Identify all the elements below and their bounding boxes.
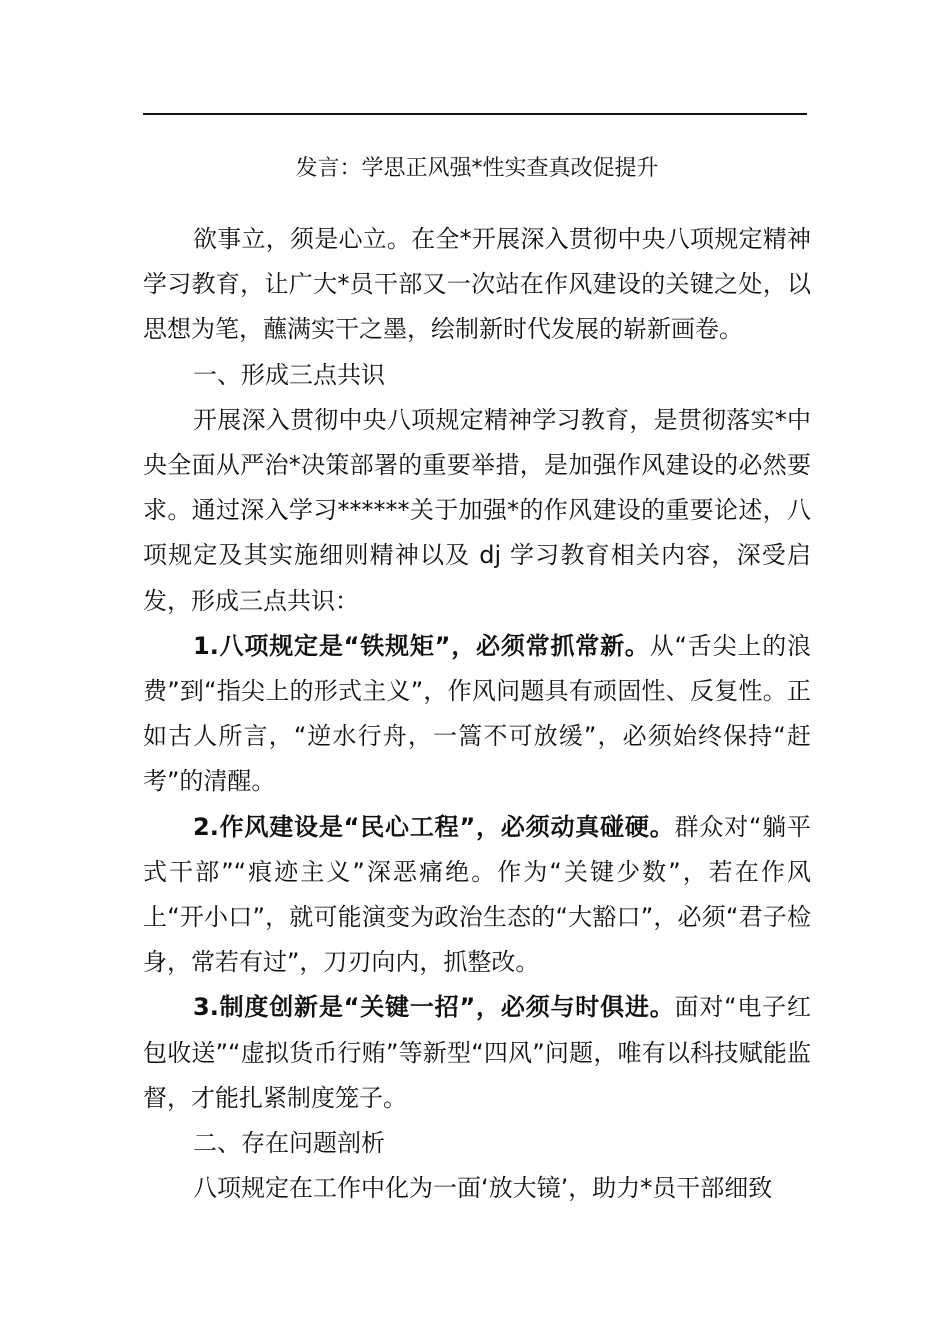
point-paragraph-3: [143, 985, 811, 1121]
point-body: 面对“电子红包收送”“虚拟货币行贿”等新型“四风”问题，唯有以科技赋能监督，才能扎紧制度笼子。: [143, 993, 811, 1112]
point-paragraph-1: [143, 624, 811, 805]
body-paragraph: 开展深入贯彻中央八项规定精神学习教育，是贯彻落实*中央全面从严治*决策部署的重要举措，是加强作风建设的必然要求。通过深入学习******关于加强*的作风建设的重要论述，八项规定及其实施细则精神以及 dj 学习教育相关内容，深受启发，形成三点共识：: [143, 405, 811, 615]
point-paragraph-2: [143, 805, 811, 986]
document-title: 发言：学思正风强*性实查真改促提升: [295, 156, 659, 181]
point-body: 群众对“躺平式干部”“痕迹主义”深恶痛绝。作为“关键少数”，若在作风上“开小口”，就可能演变为政治生态的“大豁口”，必须“君子检身，常若有过”，刀刃向内，抓整改。: [143, 812, 811, 977]
header-rule: [143, 113, 807, 115]
section-heading-1: 一、形成三点共识: [193, 360, 385, 389]
section-heading-2: 二、存在问题剖析: [193, 1129, 385, 1158]
point-lead: 3.制度创新是“关键一招”，必须与时俱进。: [193, 993, 675, 1022]
body-paragraph-truncated: 八项规定在工作中化为一面‘放大镜’，助力*员干部细致: [193, 1174, 773, 1203]
point-lead: 1.八项规定是“铁规矩”，必须常抓常新。: [193, 631, 650, 660]
intro-paragraph: 欲事立，须是心立。在全*开展深入贯彻中央八项规定精神学习教育，让广大*员干部又一次站在作风建设的关键之处，以思想为笔，蘸满实干之墨，绘制新时代发展的崭新画卷。: [143, 225, 811, 344]
point-body: 从“舌尖上的浪费”到“指尖上的形式主义”，作风问题具有顽固性、反复性。正如古人所言，“逆水行舟，一篙不可放缓”，必须始终保持“赶考”的清醒。: [143, 631, 811, 796]
point-lead: 2.作风建设是“民心工程”，必须动真碰硬。: [193, 812, 675, 841]
document-page: [143, 145, 811, 1211]
